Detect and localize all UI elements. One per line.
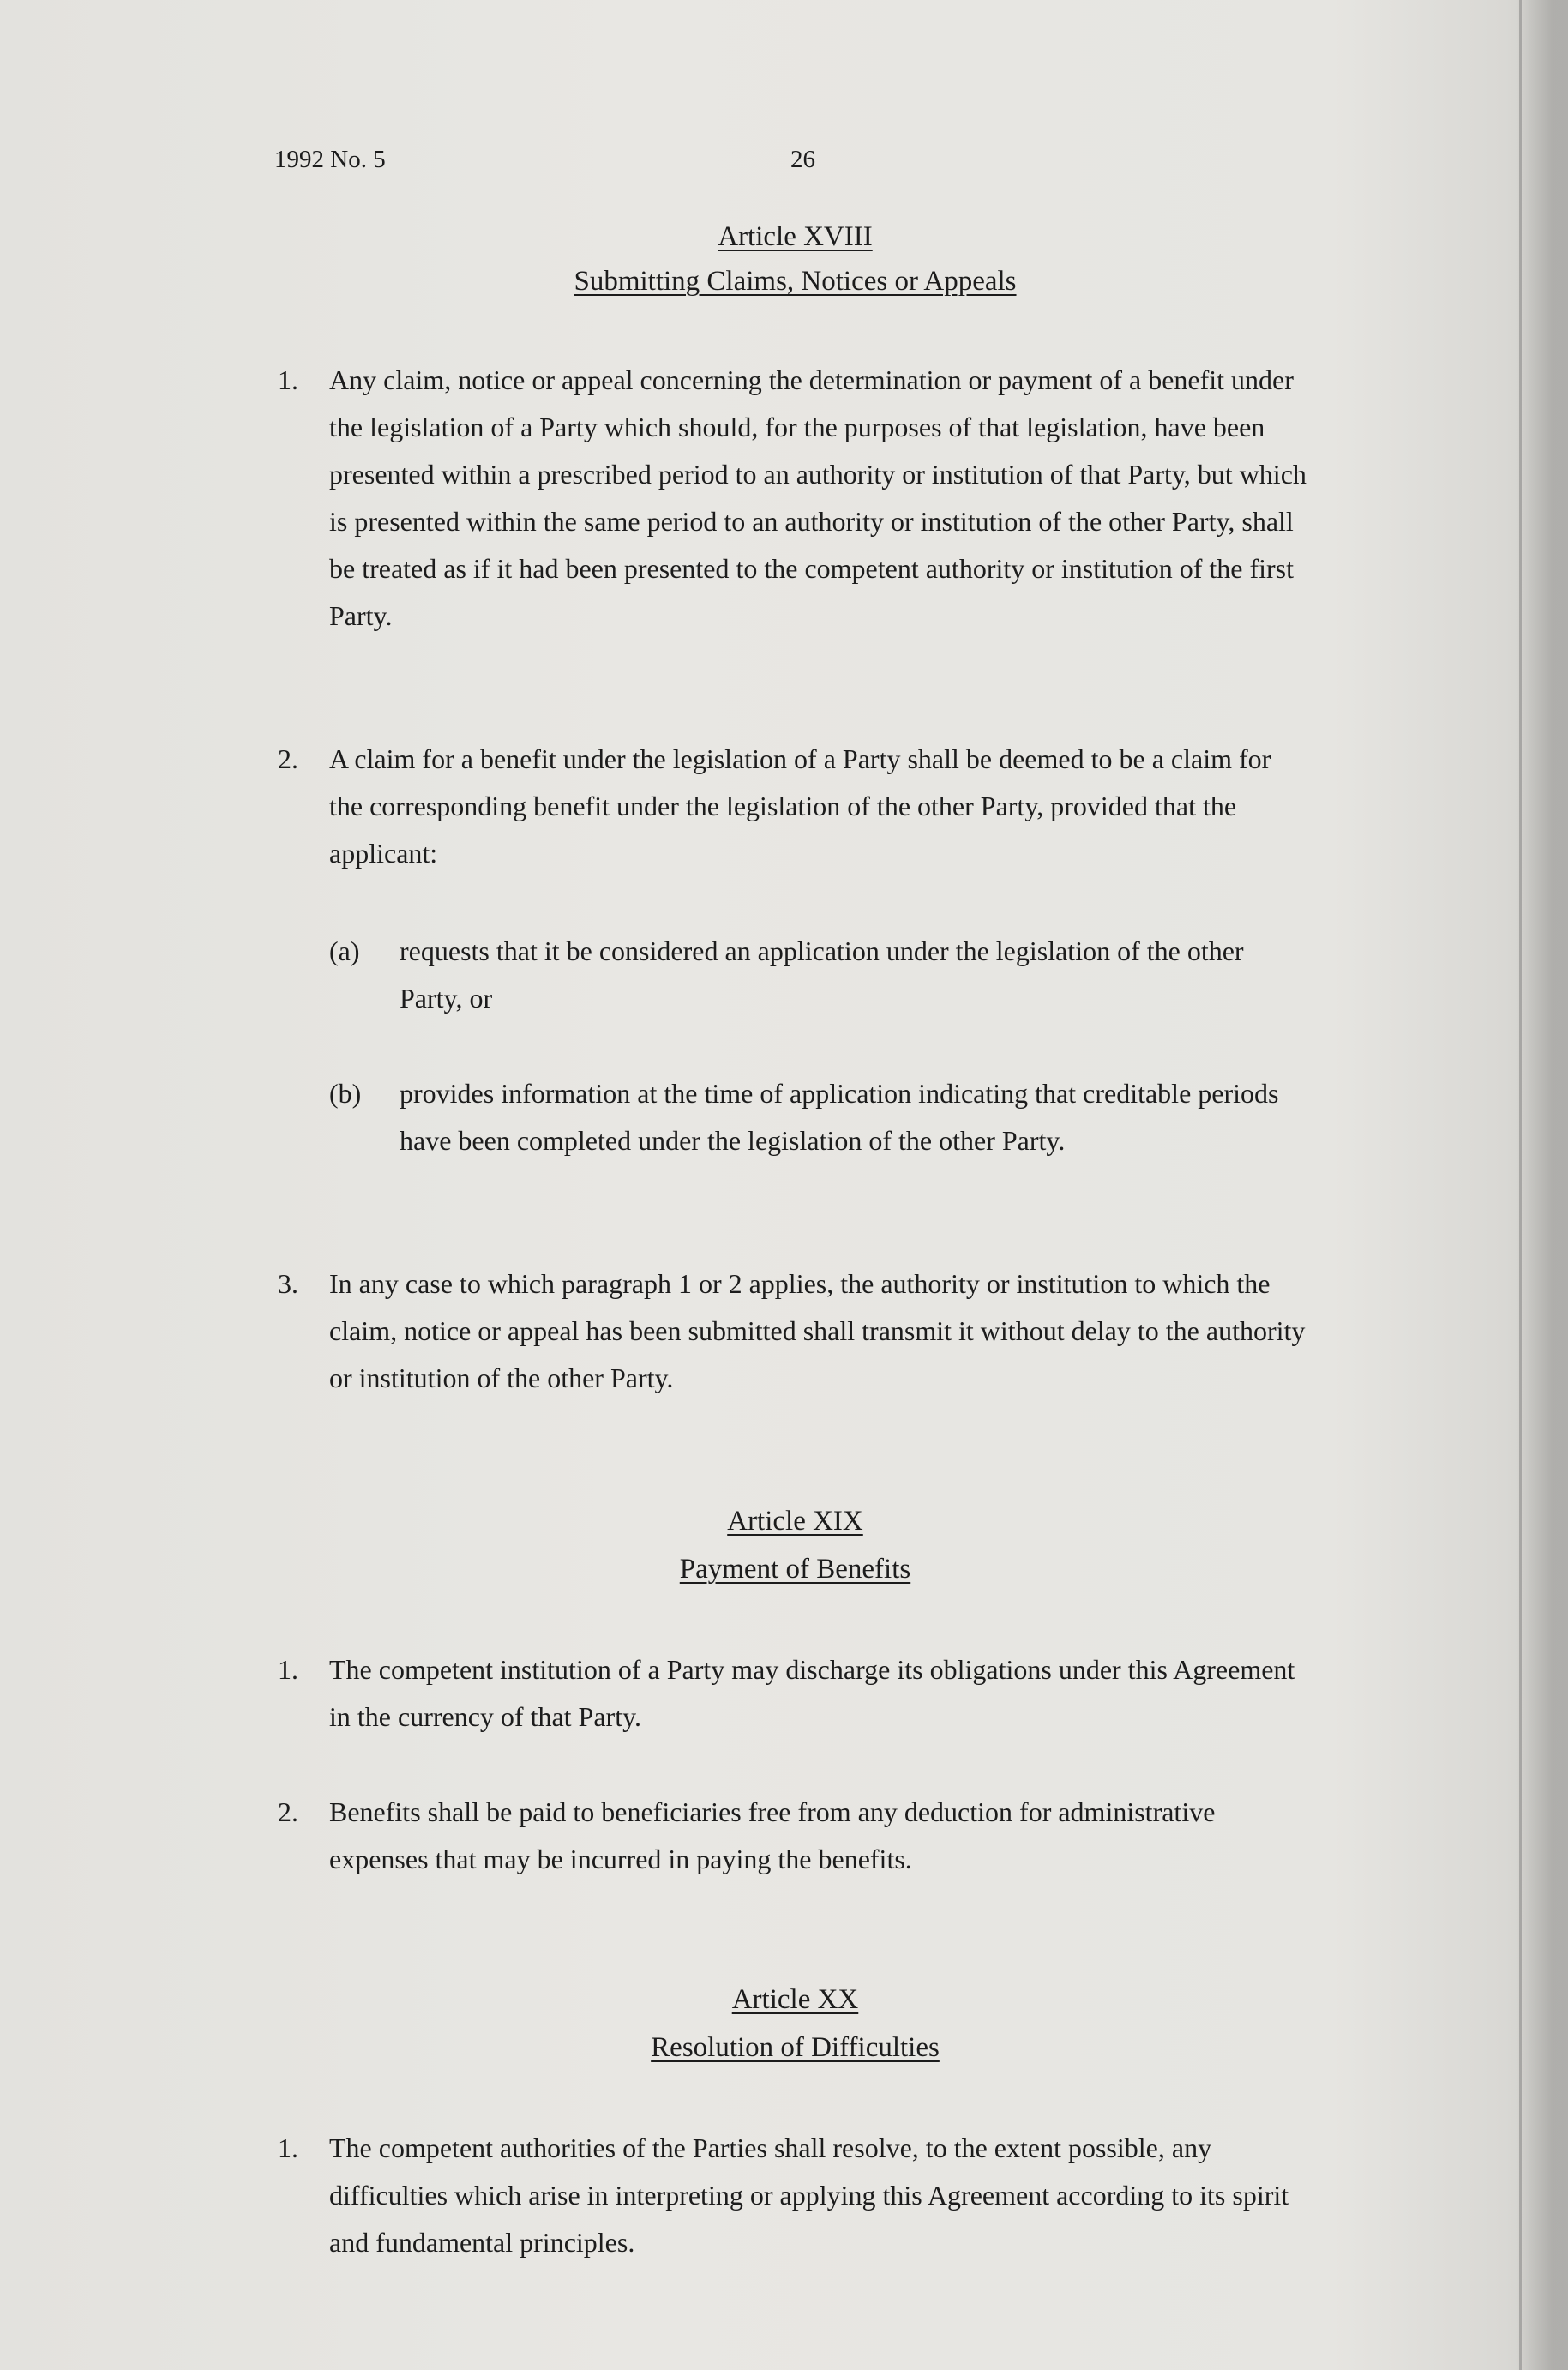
article-19-paragraph-1 (278, 1646, 1307, 1741)
article-18-paragraph-2 (278, 736, 1307, 877)
document-reference: 1992 No. 5 (274, 146, 386, 173)
article-20-subtitle: Resolution of Difficulties (651, 2032, 940, 2063)
subparagraph-text: provides information at the time of application indicating that creditable periods have been completed under the legislation of the other Party. (400, 1078, 1279, 1156)
paragraph-text: Any claim, notice or appeal concerning the determination or payment of a benefit under the legislation of a Party which should, for the purposes of that legislation, have been presented within a prescribed period to an authority or institution of that Party, but which is presented within the same period to an authority or institution of the other Party, shall be treated as if it had been presented to the competent authority or institution of the first Party. (329, 364, 1307, 631)
paragraph-text: In any case to which paragraph 1 or 2 applies, the authority or institution to which the claim, notice or appeal has been submitted shall transmit it without delay to the authority or institution of the other Party. (329, 1268, 1306, 1393)
article-18-title: Article XVIII (718, 221, 873, 252)
page-number: 26 (790, 146, 815, 173)
article-18-paragraph-1 (278, 357, 1307, 640)
subparagraph-text: requests that it be considered an application under the legislation of the other Party, or (400, 935, 1244, 1014)
paragraph-text: The competent institution of a Party may discharge its obligations under this Agreement in the currency of that Party. (329, 1654, 1295, 1732)
subparagraph-label: (b) (329, 1078, 362, 1109)
article-19-title: Article XIX (727, 1506, 863, 1537)
article-18-subparagraph-a (329, 928, 1308, 1022)
paragraph-number: 1. (278, 364, 298, 395)
paragraph-text: Benefits shall be paid to beneficiaries free from any deduction for administrative expenses that may be incurred in paying the benefits. (329, 1796, 1216, 1874)
article-20-title: Article XX (731, 1984, 859, 2015)
paragraph-text: The competent authorities of the Parties shall resolve, to the extent possible, any difficulties which arise in interpreting or applying this Agreement according to its spirit and fundamental principles. (329, 2132, 1289, 2258)
article-19-paragraph-2 (278, 1789, 1307, 1883)
paragraph-text: A claim for a benefit under the legislation of a Party shall be deemed to be a claim for the corresponding benefit under the legislation of the other Party, provided that the applicant: (329, 743, 1271, 869)
paragraph-number: 1. (278, 1654, 298, 1685)
article-18-paragraph-3 (278, 1260, 1307, 1402)
paragraph-number: 2. (278, 1796, 298, 1827)
paragraph-number: 1. (278, 2132, 298, 2163)
article-19-subtitle: Payment of Benefits (679, 1554, 911, 1585)
subparagraph-label: (a) (329, 935, 360, 966)
article-18-subtitle: Submitting Claims, Notices or Appeals (574, 266, 1017, 297)
article-20-paragraph-1 (278, 2125, 1307, 2266)
article-18-subparagraph-b (329, 1070, 1308, 1164)
paragraph-number: 3. (278, 1268, 298, 1299)
paragraph-number: 2. (278, 743, 298, 774)
